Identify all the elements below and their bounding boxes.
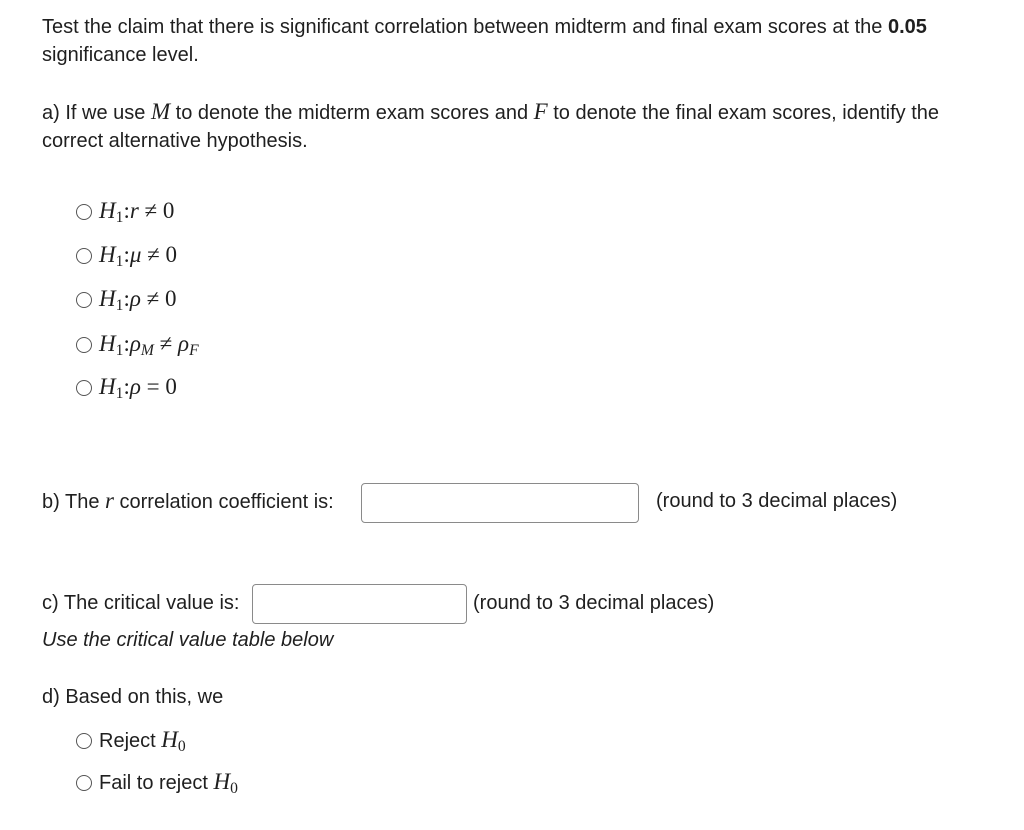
hypothesis-label: $H_1:\rho_M \ne \rho_F$ xyxy=(99,330,199,359)
intro-text-end: significance level. xyxy=(42,44,199,66)
hypothesis-label: $H_1:r \ne 0$ xyxy=(99,197,175,226)
hypothesis-option-2[interactable] xyxy=(76,241,177,271)
part-a-text: to denote the midterm exam scores and xyxy=(170,102,534,124)
intro-text: Test the claim that there is significant correlation between midterm and final exam scores at the xyxy=(42,16,888,38)
correlation-coefficient-input[interactable] xyxy=(361,483,639,523)
part-d-label: d) Based on this, we xyxy=(42,686,224,708)
part-c-label: c) The critical value is: xyxy=(42,592,240,614)
significance-level: 0.05 xyxy=(887,16,927,38)
hypothesis-option-5[interactable] xyxy=(76,373,177,403)
part-a-prompt xyxy=(42,98,1002,155)
part-c-hint: (round to 3 decimal places) xyxy=(473,592,715,614)
hypothesis-label: $H_1:\mu \ne 0$ xyxy=(99,241,177,270)
critical-value-table-note: Use the critical value table below xyxy=(42,629,334,651)
hypothesis-label: $H_1:\rho = 0$ xyxy=(99,373,177,402)
radio-button[interactable] xyxy=(76,204,92,220)
hypothesis-option-3[interactable] xyxy=(76,285,177,315)
radio-button[interactable] xyxy=(76,292,92,308)
reject-label: Reject $H_0$ xyxy=(99,726,186,755)
radio-button[interactable] xyxy=(76,337,92,353)
hypothesis-label: $H_1:\rho \ne 0$ xyxy=(99,285,177,314)
part-a-text: to denote the final exam scores, identify the correct alternative hypothesis. xyxy=(42,102,940,152)
variable-r: r xyxy=(105,488,114,513)
part-b-label: b) The r correlation coefficient is: xyxy=(42,488,334,513)
critical-value-input[interactable] xyxy=(252,584,467,624)
fail-to-reject-label: Fail to reject $H_0$ xyxy=(99,768,238,797)
variable-m: M xyxy=(150,99,171,124)
question-intro xyxy=(42,13,1002,69)
radio-button[interactable] xyxy=(76,733,92,749)
radio-button[interactable] xyxy=(76,775,92,791)
part-b-hint: (round to 3 decimal places) xyxy=(656,490,898,512)
hypothesis-option-1[interactable] xyxy=(76,197,174,227)
radio-button[interactable] xyxy=(76,248,92,264)
fail-to-reject-h0-option[interactable] xyxy=(76,768,238,798)
reject-h0-option[interactable] xyxy=(76,726,186,756)
variable-f: F xyxy=(533,99,548,124)
hypothesis-option-4[interactable] xyxy=(76,330,199,360)
part-a-text: a) If we use xyxy=(42,102,151,124)
radio-button[interactable] xyxy=(76,380,92,396)
